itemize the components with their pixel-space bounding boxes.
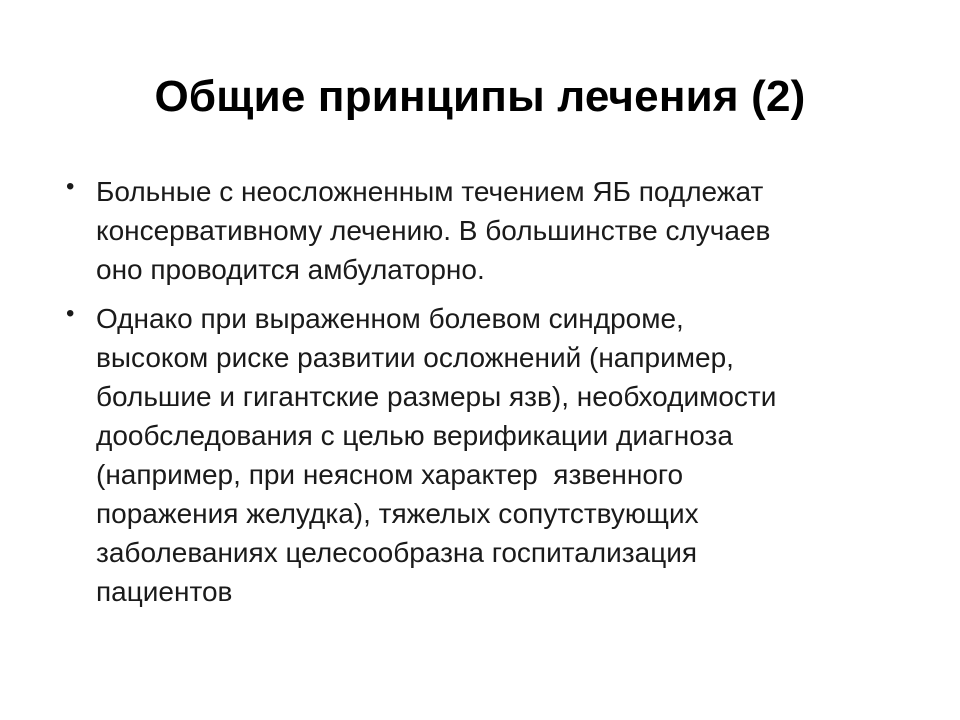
bullet-line: поражения желудка), тяжелых сопутствующих	[96, 498, 699, 529]
bullet-text	[96, 172, 890, 289]
bullet-line: дообследования с целью верификации диагноза	[96, 420, 733, 451]
bullet-line: Больные с неосложненным течением ЯБ подлежат	[96, 176, 764, 207]
bullet-line: высоком риске развитии осложнений (например,	[96, 342, 734, 373]
bullet-item	[60, 299, 890, 611]
bullet-list	[60, 172, 890, 621]
bullet-line: заболеваниях целесообразна госпитализация	[96, 537, 698, 568]
bullet-line: Однако при выраженном болевом синдроме,	[96, 303, 684, 334]
bullet-line: консервативному лечению. В большинстве случаев	[96, 215, 771, 246]
bullet-item	[60, 172, 890, 289]
bullet-line: большие и гигантские размеры язв), необходимости	[96, 381, 777, 412]
slide-title: Общие принципы лечения (2)	[154, 72, 806, 121]
bullet-text	[96, 299, 890, 611]
bullet-line: (например, при неясном характер язвенного	[96, 459, 684, 490]
bullet-line: пациентов	[96, 576, 233, 607]
bullet-point-icon: •	[66, 300, 75, 327]
bullet-line: оно проводится амбулаторно.	[96, 254, 485, 285]
bullet-point-icon: •	[66, 173, 75, 200]
